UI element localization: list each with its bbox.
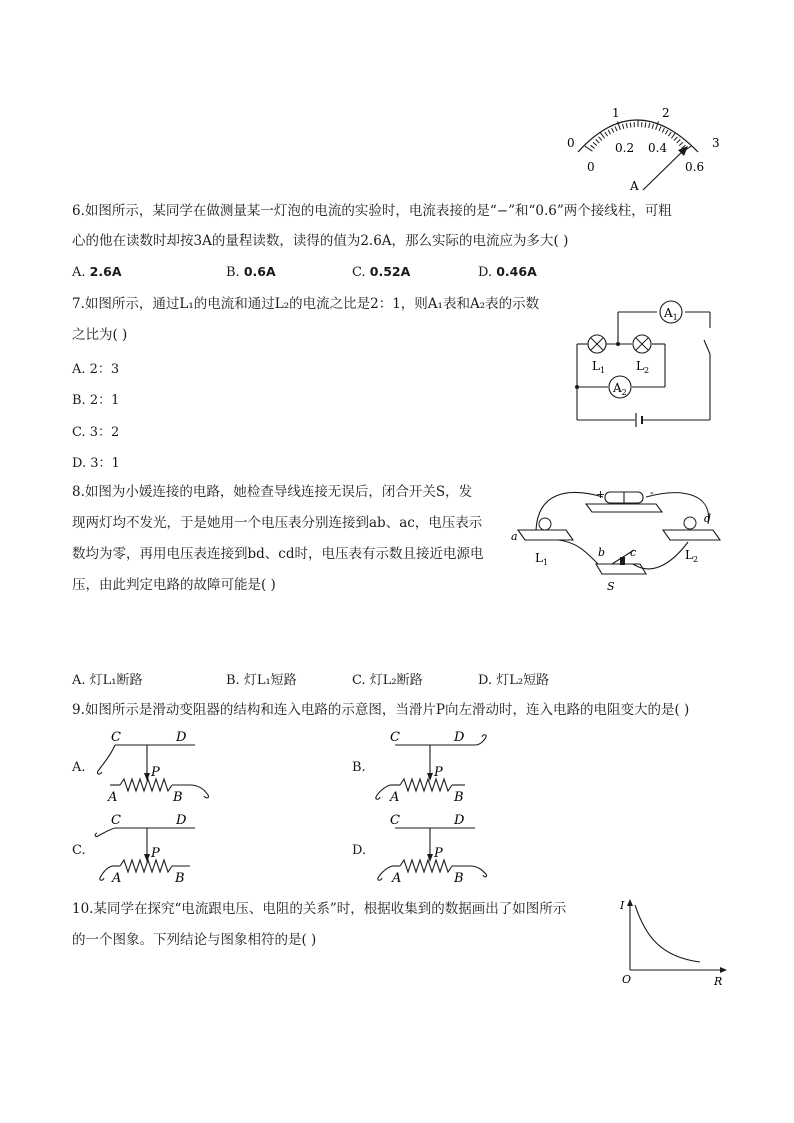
q7-option-a[interactable]: A. 2：3 xyxy=(72,362,120,377)
dial-tick xyxy=(645,123,646,128)
svg-text:A1: $A_1$ xyxy=(664,306,678,322)
svg-text:d: d xyxy=(704,512,712,525)
dial-tick xyxy=(659,127,661,132)
dial-tick xyxy=(662,128,664,133)
svg-text:+: + xyxy=(596,488,606,501)
dial-top-0: 0 xyxy=(567,136,575,150)
dial-unit-label: A xyxy=(630,179,639,193)
q9-option-c[interactable]: C. xyxy=(72,843,86,858)
dial-bottom-02: 0.2 xyxy=(615,141,635,155)
q9-rheostat-d xyxy=(370,808,500,886)
svg-text:-: - xyxy=(650,486,654,499)
svg-text:C: C xyxy=(111,730,121,745)
svg-text:D: D xyxy=(454,813,465,828)
lamp-l2-symbol xyxy=(633,335,651,353)
svg-text:b: b xyxy=(598,546,606,559)
q8-stem-line2: 现两灯均不发光，于是她用一个电压表分别连接到ab、ac，电压表示 xyxy=(72,515,483,531)
dial-top-3: 3 xyxy=(712,136,720,150)
svg-text:P: P xyxy=(434,765,443,780)
q8-option-c[interactable]: C. 灯L₂断路 xyxy=(352,673,423,688)
svg-text:A: A xyxy=(392,871,402,886)
q6-stem-line2: 心的他在读数时却按3A的量程读数，读得的值为2.6A，那么实际的电流应为多大( ) xyxy=(72,233,569,249)
q9-rheostat-b xyxy=(370,727,500,805)
q7-option-c[interactable]: C. 3：2 xyxy=(72,425,120,440)
dial-bottom-04: 0.4 xyxy=(648,141,668,155)
dial-tick xyxy=(665,130,668,134)
svg-text:A: A xyxy=(108,790,118,805)
q6-option-c[interactable]: C. 0.52A xyxy=(352,264,411,280)
dial-tick xyxy=(585,146,593,151)
svg-text:C: C xyxy=(111,813,121,828)
svg-text:c: c xyxy=(630,546,637,559)
ammeter-dial-figure xyxy=(560,100,740,195)
svg-text:O: O xyxy=(622,973,632,986)
q9-rheostat-c xyxy=(90,808,220,886)
svg-text:C: C xyxy=(390,813,400,828)
svg-text:B: B xyxy=(454,790,464,805)
dial-bottom-0: 0 xyxy=(587,160,595,174)
svg-text:I: I xyxy=(620,899,625,912)
svg-text:B: B xyxy=(173,790,183,805)
dial-tick xyxy=(671,133,675,139)
q7-circuit-figure xyxy=(570,298,720,428)
svg-text:D: D xyxy=(176,813,187,828)
dial-tick xyxy=(679,142,683,145)
q9-stem-line1: 9.如图所示是滑动变阻器的结构和连入电路的示意图，当滑片P向左滑动时，连入电路的电阻变大的是( ) xyxy=(72,702,690,718)
dial-tick xyxy=(600,133,604,139)
svg-text:P: P xyxy=(434,846,443,861)
q8-stem-line4: 压，由此判定电路的故障可能是( ) xyxy=(72,577,276,593)
dial-top-2: 2 xyxy=(662,106,670,120)
q7-stem-line1: 7.如图所示，通过L₁的电流和通过L₂的电流之比是2：1，则A₁表和A₂表的示数 xyxy=(72,296,540,312)
svg-text:L2: $L_2$ xyxy=(685,548,699,564)
q6-option-a[interactable]: A. 2.6A xyxy=(72,264,122,280)
svg-text:a: a xyxy=(511,530,518,543)
svg-text:C: C xyxy=(390,730,400,745)
dial-tick xyxy=(668,132,671,136)
q9-rheostat-a xyxy=(90,727,220,805)
q10-stem-line1: 10.某同学在探究“电流跟电压、电阻的关系”时，根据收集到的数据画出了如图所示 xyxy=(72,901,567,917)
q8-option-d[interactable]: D. 灯L₂短路 xyxy=(478,673,550,688)
dial-tick xyxy=(677,139,681,143)
q8-stem-line3: 数均为零，再用电压表连接到bd、cd时，电压表有示数且接近电源电 xyxy=(72,546,484,562)
q9-option-b[interactable]: B. xyxy=(352,760,366,775)
dial-tick xyxy=(591,145,595,148)
svg-text:D: D xyxy=(176,730,187,745)
svg-text:A: A xyxy=(112,871,122,886)
q6-option-b[interactable]: B. 0.6A xyxy=(226,264,276,280)
dial-top-1: 1 xyxy=(612,106,620,120)
q9-option-a[interactable]: A. xyxy=(72,760,86,775)
dial-tick xyxy=(599,137,602,141)
q9-option-d[interactable]: D. xyxy=(352,843,367,858)
dial-tick xyxy=(674,137,677,141)
dial-tick xyxy=(605,132,608,136)
dial-tick xyxy=(652,124,653,129)
q6-option-d[interactable]: D. 0.46A xyxy=(478,264,537,280)
svg-text:A: A xyxy=(390,790,400,805)
lamp-l1-symbol xyxy=(588,335,606,353)
svg-text:B: B xyxy=(175,871,185,886)
svg-text:L1: $L_1$ xyxy=(592,359,606,375)
svg-text:D: D xyxy=(454,730,465,745)
dial-tick xyxy=(649,123,650,128)
q6-stem-line1: 6.如图所示，某同学在做测量某一灯泡的电流的实验时，电流表接的是“−”和“0.6”两个接线柱，可粗 xyxy=(72,203,672,219)
svg-text:L2: $L_2$ xyxy=(636,359,650,375)
svg-text:P: P xyxy=(151,846,160,861)
dial-tick xyxy=(612,128,614,133)
dial-tick xyxy=(623,124,624,129)
q7-option-b[interactable]: B. 2：1 xyxy=(72,393,120,408)
q8-circuit-photo-figure xyxy=(508,482,733,594)
q7-stem-line2: 之比为( ) xyxy=(72,327,128,343)
svg-text:L1: $L_1$ xyxy=(535,551,549,567)
dial-tick xyxy=(615,127,617,132)
q7-option-d[interactable]: D. 3：1 xyxy=(72,456,120,471)
svg-text:P: P xyxy=(151,765,160,780)
svg-text:S: S xyxy=(607,580,615,593)
dial-tick xyxy=(608,130,611,134)
q10-stem-line2: 的一个图象。下列结论与图象相符的是( ) xyxy=(72,932,317,948)
dial-bottom-06: 0.6 xyxy=(685,160,705,174)
q8-option-a[interactable]: A. 灯L₁断路 xyxy=(72,673,143,688)
svg-text:B: B xyxy=(454,871,464,886)
q10-i-r-graph xyxy=(615,895,730,990)
svg-text:R: R xyxy=(714,975,723,988)
q8-stem-line1: 8.如图为小媛连接的电路，她检查导线连接无误后，闭合开关S，发 xyxy=(72,484,473,500)
dial-tick xyxy=(596,139,600,143)
dial-tick xyxy=(626,123,627,128)
q8-option-b[interactable]: B. 灯L₁短路 xyxy=(226,673,297,688)
svg-text:A2: $A_2$ xyxy=(613,381,627,397)
dial-tick xyxy=(593,142,597,145)
dial-tick xyxy=(630,123,631,128)
